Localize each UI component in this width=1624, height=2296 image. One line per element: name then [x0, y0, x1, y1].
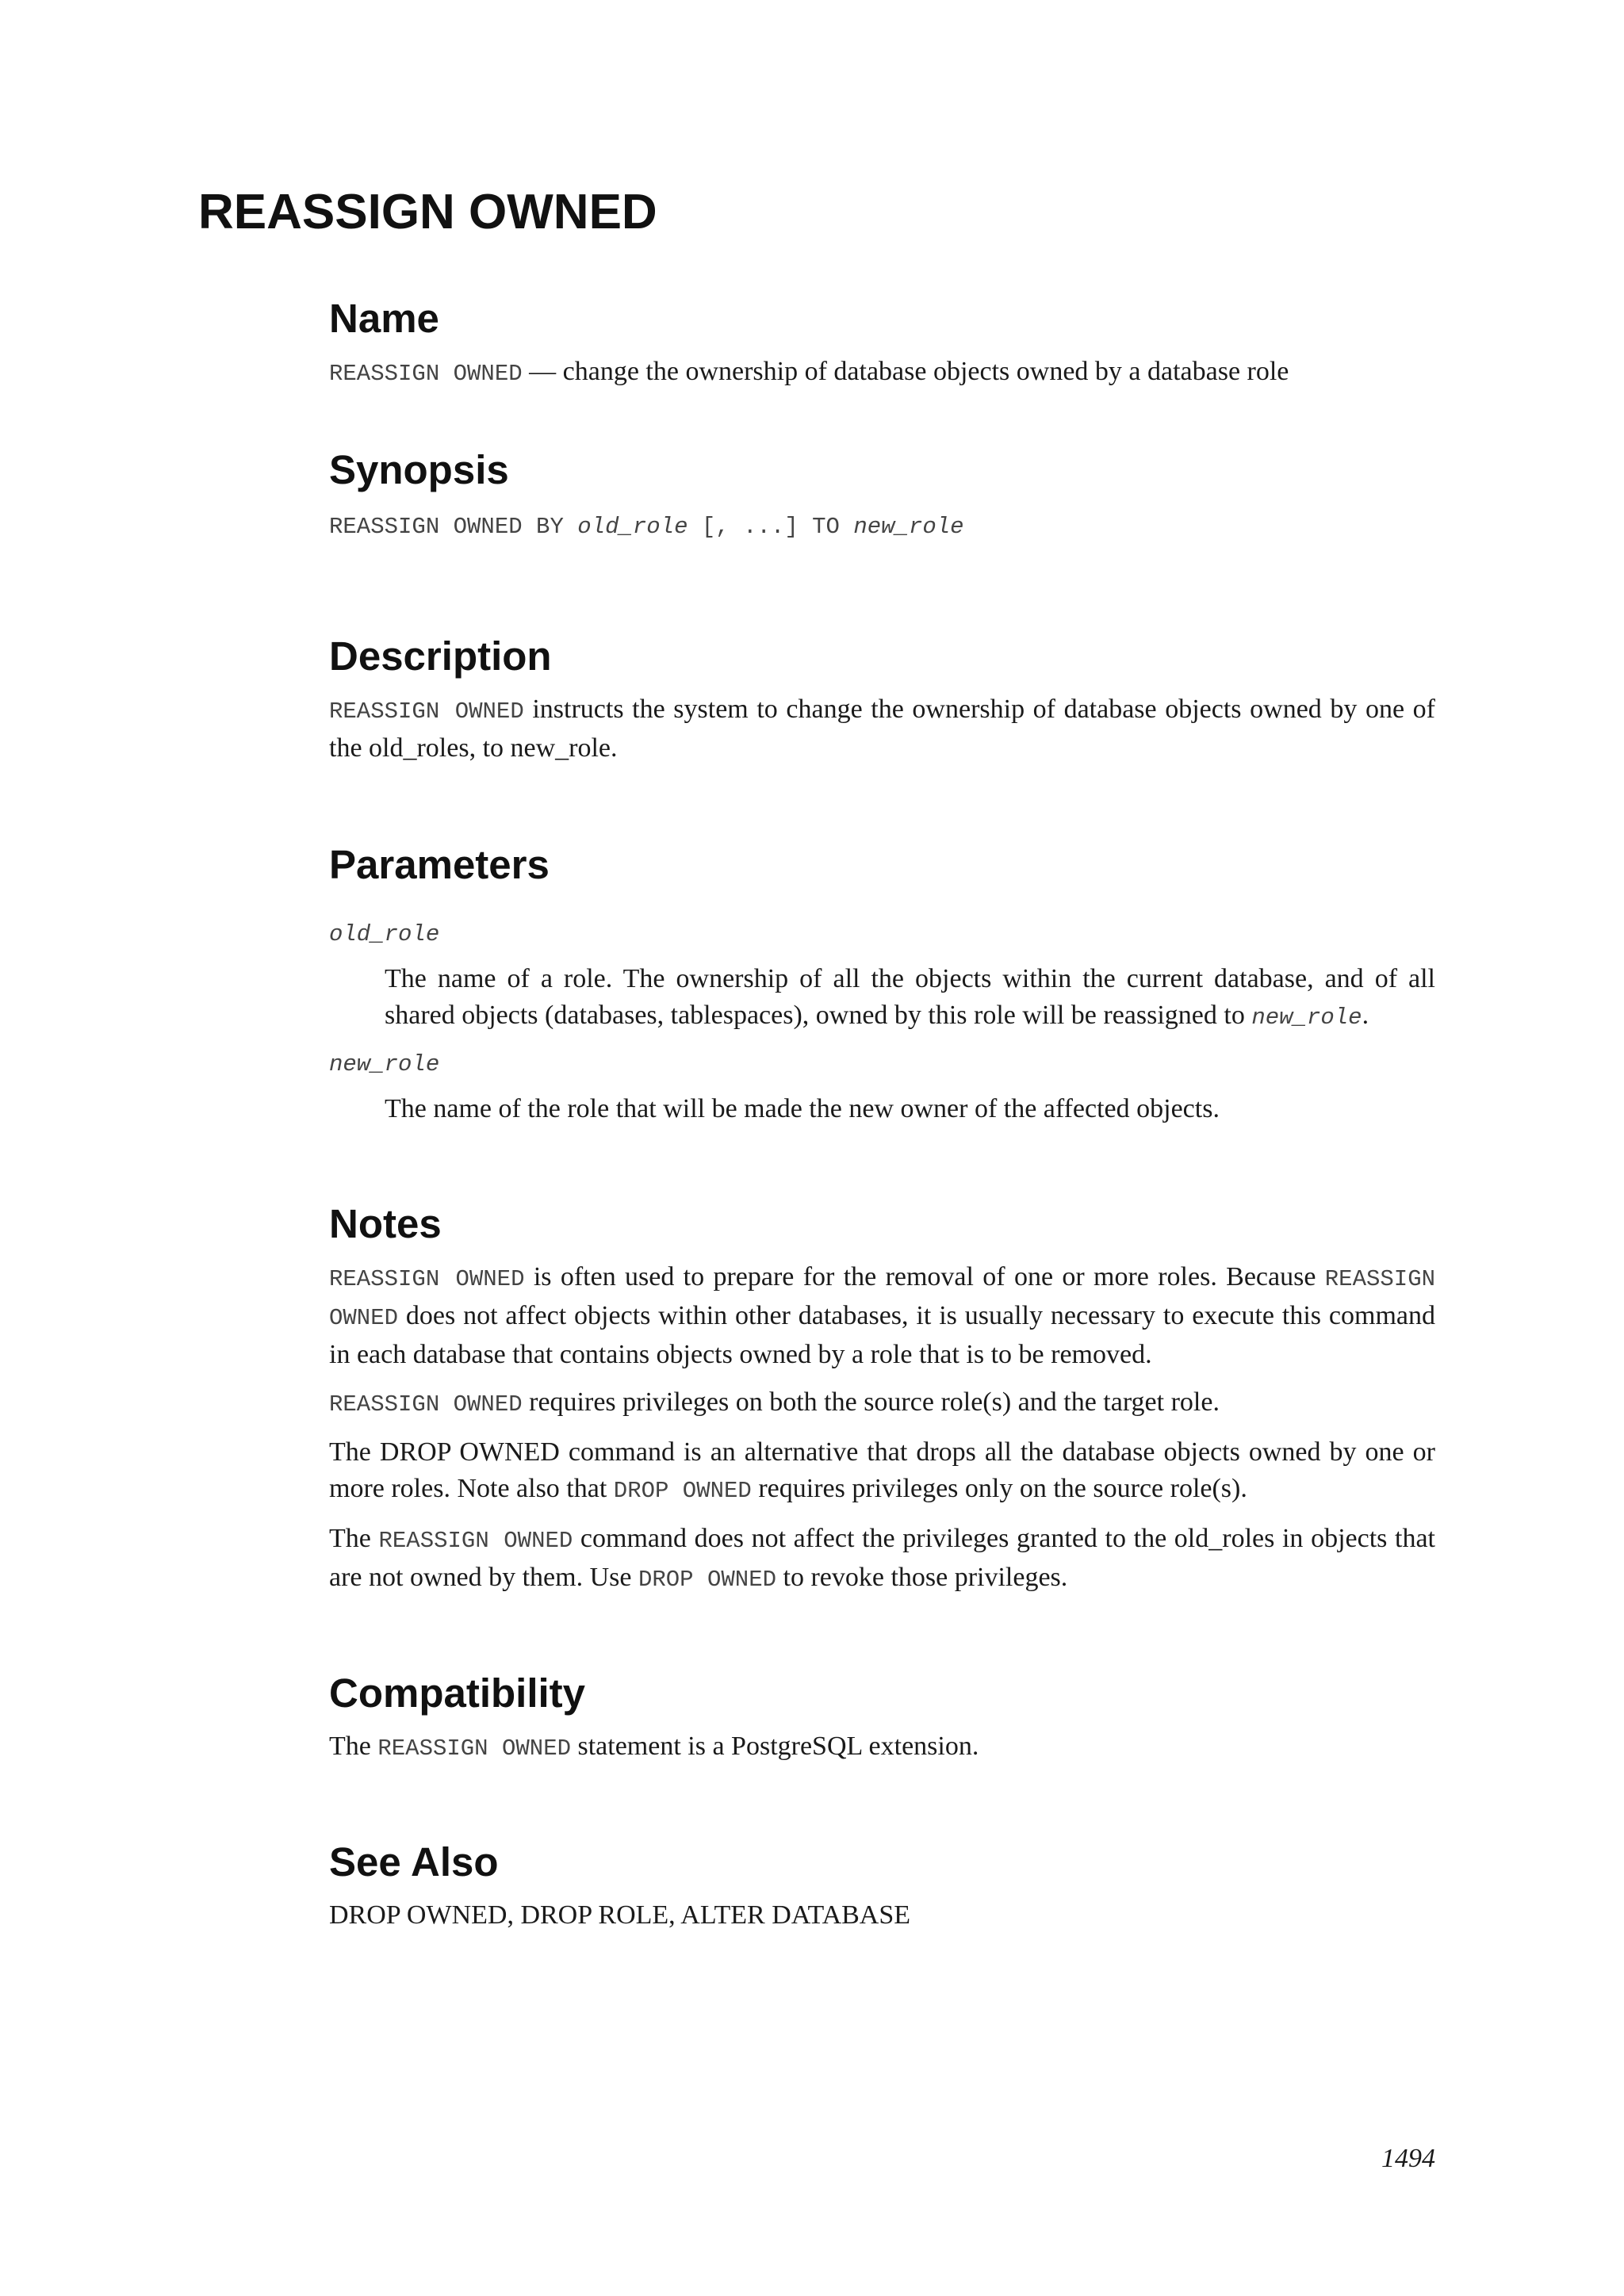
notes-p1-code-1: REASSIGN OWNED	[329, 1266, 525, 1292]
synopsis-param-old-role: old_role	[577, 514, 688, 540]
name-section	[329, 293, 1435, 392]
page-title: REASSIGN OWNED	[198, 185, 657, 239]
compatibility-code: REASSIGN OWNED	[377, 1735, 571, 1762]
synopsis-middle: [, ...] TO	[688, 514, 854, 540]
see-also-links: DROP OWNED, DROP ROLE, ALTER DATABASE	[329, 1900, 911, 1930]
synopsis-code	[329, 507, 1435, 545]
parameter-desc-old-role-code: new_role	[1251, 1004, 1362, 1031]
notes-paragraph-1	[329, 1259, 1435, 1373]
synopsis-param-new-role: new_role	[853, 514, 964, 540]
synopsis-section	[329, 445, 1435, 545]
notes-p2-code-1: REASSIGN OWNED	[329, 1391, 523, 1418]
notes-p1-code-2: REASSIGN OWNED	[329, 1266, 1436, 1331]
notes-heading: Notes	[329, 1201, 442, 1246]
parameters-section	[329, 840, 1435, 1127]
see-also-heading: See Also	[329, 1839, 499, 1885]
notes-p1-text-2: does not affect objects within other databases, it is usually necessary to execute this command in each database that contains objects owned by a role that is to be removed.	[329, 1301, 1435, 1369]
compatibility-text-2: statement is a PostgreSQL extension.	[571, 1732, 979, 1761]
parameter-desc-old-role-text: The name of a role. The ownership of all the objects within the current database, and of all shared objects (databases, tablespaces), owned by this role will be reassigned to	[385, 964, 1435, 1030]
page-number: 1494	[1381, 2144, 1435, 2173]
compatibility-heading: Compatibility	[329, 1670, 586, 1716]
description-section	[329, 631, 1435, 767]
notes-p4-text-2: command does not affect the privileges granted to the old_roles in objects that are not owned by them. Use	[329, 1524, 1435, 1592]
see-also-section	[329, 1837, 1435, 1934]
compatibility-text	[329, 1728, 1435, 1767]
parameters-heading: Parameters	[329, 842, 550, 887]
name-command: REASSIGN OWNED	[329, 361, 523, 387]
notes-p3-code-1: DROP OWNED	[613, 1478, 752, 1504]
name-summary-text: — change the ownership of database objects owned by a database role	[529, 357, 1289, 386]
name-heading: Name	[329, 296, 439, 341]
notes-p4-text-1: The	[329, 1524, 379, 1553]
notes-paragraph-3	[329, 1434, 1435, 1510]
notes-p2-text-1: requires privileges on both the source role(s) and the target role.	[522, 1387, 1220, 1417]
description-heading: Description	[329, 633, 552, 679]
parameter-desc-old-role-end: .	[1362, 1001, 1369, 1030]
notes-p4-code-2: DROP OWNED	[638, 1567, 776, 1593]
compatibility-section	[329, 1668, 1435, 1767]
synopsis-prefix: REASSIGN OWNED BY	[329, 514, 578, 540]
parameter-term-new-role	[329, 1044, 1435, 1083]
content-body	[329, 293, 1435, 1934]
description-text	[329, 691, 1435, 767]
notes-p4-text-3: to revoke those privileges.	[776, 1563, 1068, 1592]
synopsis-heading: Synopsis	[329, 447, 509, 492]
parameter-term-old-role-text: old_role	[329, 921, 440, 947]
parameter-desc-old-role	[385, 961, 1435, 1036]
notes-p3-text-2: requires privileges only on the source role(s).	[751, 1474, 1247, 1503]
notes-p1-text-1: is often used to prepare for the removal of one or more roles. Because	[524, 1262, 1325, 1292]
notes-p4-code-1: REASSIGN OWNED	[378, 1528, 573, 1554]
notes-section	[329, 1199, 1435, 1598]
parameter-desc-new-role: The name of the role that will be made the new owner of the affected objects.	[385, 1094, 1220, 1123]
notes-paragraph-2	[329, 1384, 1435, 1423]
parameter-term-old-role	[329, 914, 1435, 953]
notes-paragraph-4	[329, 1521, 1435, 1598]
parameter-term-new-role-text: new_role	[329, 1051, 440, 1077]
notes-p3-text-1: The DROP OWNED command is an alternative that drops all the database objects owned by one or more roles. Note also that	[329, 1437, 1435, 1503]
compatibility-text-1: The	[329, 1732, 378, 1761]
description-command: REASSIGN OWNED	[329, 698, 524, 725]
name-summary	[329, 354, 1435, 392]
description-body: instructs the system to change the ownership of database objects owned by one of the old_roles, to new_role.	[329, 695, 1436, 763]
